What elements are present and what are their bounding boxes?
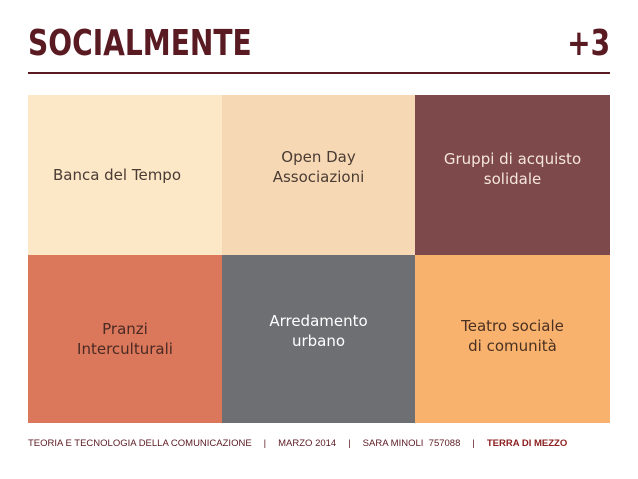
page-title: SOCIALMENTE: [28, 23, 252, 64]
footer-separator: |: [472, 438, 475, 449]
score-label: +3: [566, 23, 610, 64]
tile-open-day: [222, 95, 415, 255]
tile-label: Teatro sociale di comunità: [461, 317, 564, 355]
tile-pranzi: [28, 255, 222, 423]
footer-course: TEORIA E TECNOLOGIA DELLA COMUNICAZIONE: [28, 438, 252, 449]
tile-label: Open Day Associazioni: [272, 148, 365, 186]
footer-author: SARA MINOLI 757088: [362, 438, 461, 449]
tile-label: Gruppi di acquisto solidale: [443, 150, 582, 188]
tile-gruppi-acquisto: [415, 95, 610, 255]
initiatives-grid: [28, 95, 610, 423]
title-divider: [28, 72, 610, 74]
footer-project: TERRA DI MEZZO: [486, 438, 568, 449]
tile-banca-del-tempo: [28, 95, 222, 255]
tile-label: Pranzi Interculturali: [77, 320, 173, 358]
footer-date: MARZO 2014: [278, 438, 337, 449]
tile-label: Banca del Tempo: [52, 166, 182, 184]
footer-separator: |: [348, 438, 351, 449]
footer-separator: |: [263, 438, 267, 449]
footer: [28, 438, 567, 449]
tile-arredamento: [222, 255, 415, 423]
tile-label: Arredamento urbano: [269, 312, 368, 350]
tile-teatro: [415, 255, 610, 423]
